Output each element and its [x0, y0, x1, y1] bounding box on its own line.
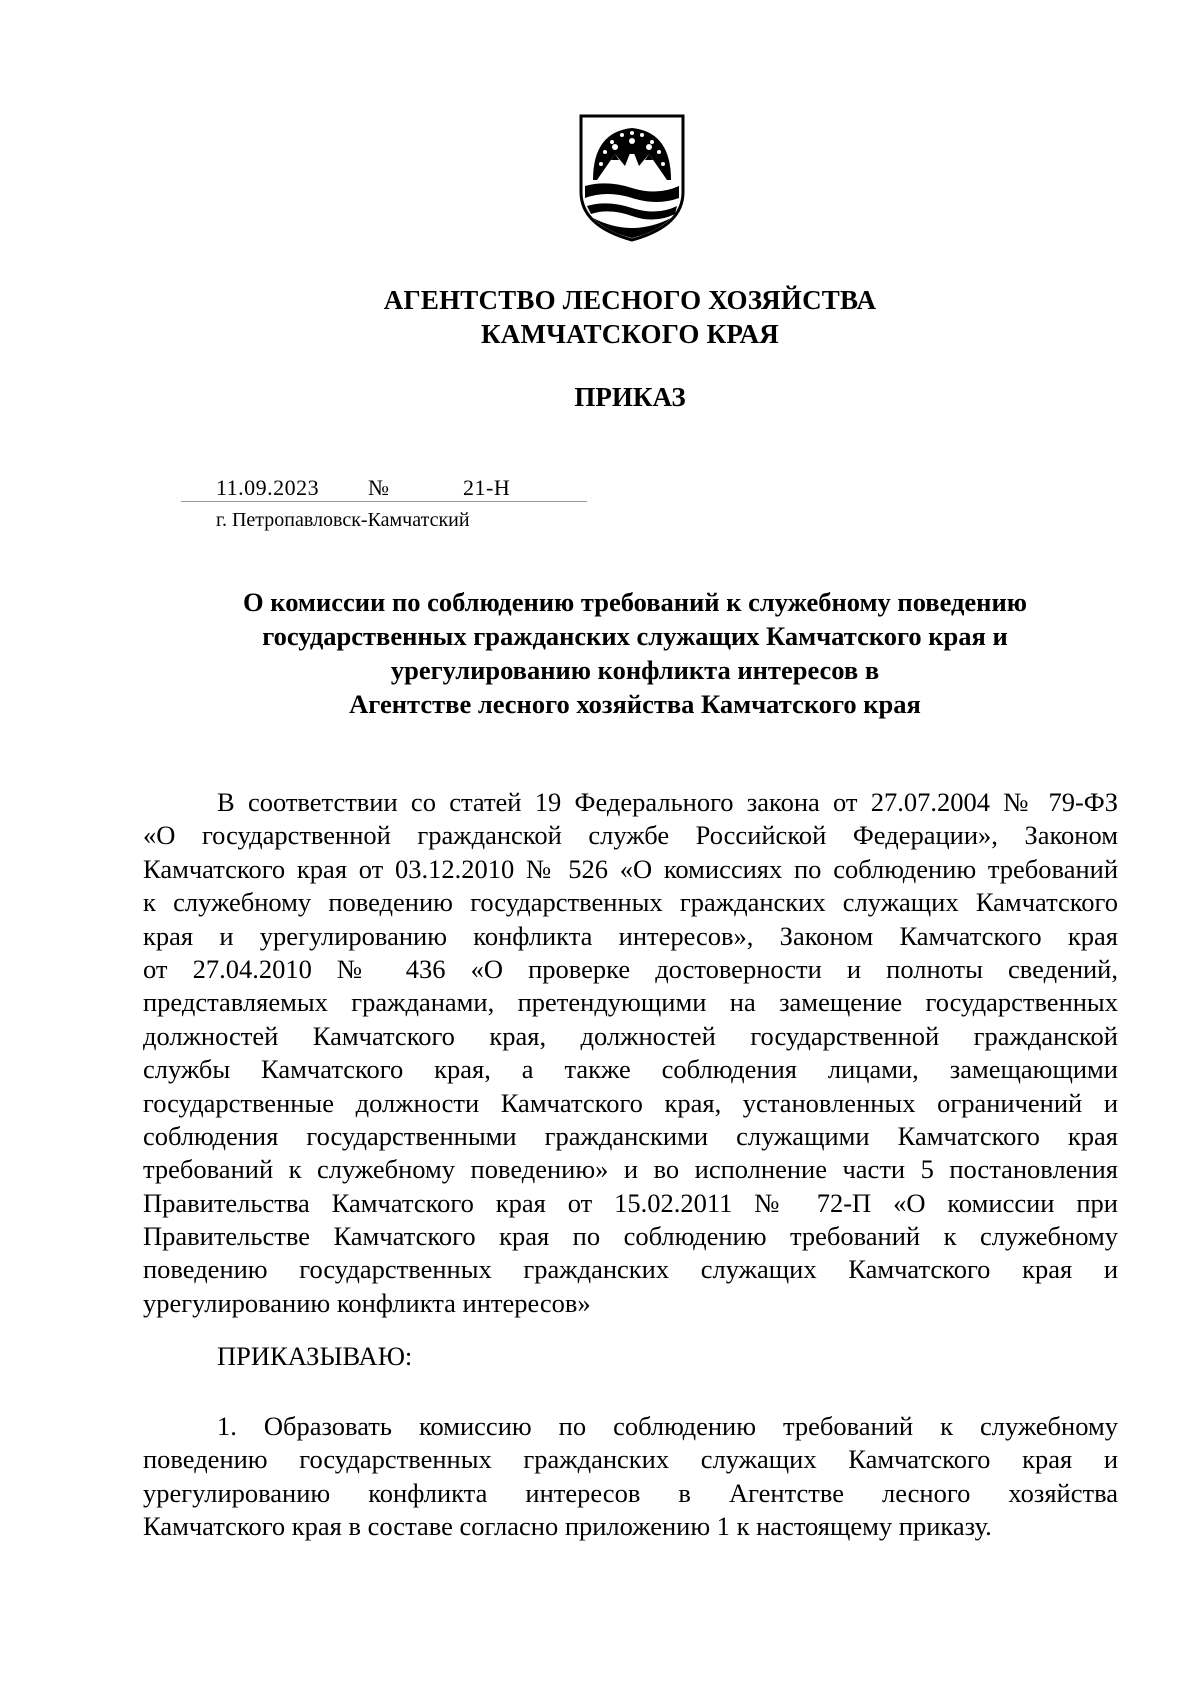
subject-line: государственных гражданских служащих Камчатского края и	[262, 621, 1008, 651]
paragraph-line: соблюдения государственными гражданскими служащими Камчатского края	[143, 1120, 1118, 1151]
paragraph-line: урегулированию конфликта интересов в Агентстве лесного хозяйства	[143, 1477, 1118, 1508]
paragraph-line: Камчатского края от 03.12.2010 № 526 «О комиссиях по соблюдению требований	[143, 853, 1118, 884]
document-type-title: ПРИКАЗ	[574, 382, 686, 412]
paragraph-line: В соответствии со статей 19 Федерального закона от 27.07.2004 № 79-ФЗ	[217, 787, 1118, 817]
paragraph-line: урегулированию конфликта интересов»	[143, 1287, 591, 1318]
paragraph-line: «О государственной гражданской службе Российской Федерации», Законом	[143, 820, 1118, 851]
subject-line: урегулированию конфликта интересов в	[390, 655, 880, 685]
paragraph-line: к служебному поведению государственных гражданских служащих Камчатского	[143, 887, 1118, 918]
paragraph-line: Правительстве Камчатского края по соблюдению требований к служебному	[143, 1221, 1118, 1252]
paragraph-line: Правительства Камчатского края от 15.02.2011 № 72-П «О комиссии при	[143, 1187, 1118, 1218]
paragraph-line: поведению государственных гражданских служащих Камчатского края и	[143, 1444, 1118, 1475]
paragraph-line: поведению государственных гражданских служащих Камчатского края и	[143, 1254, 1118, 1285]
subject-line: О комиссии по соблюдению требований к служебному поведению	[243, 587, 1027, 617]
order-item-1	[143, 1410, 1118, 1544]
number-sign: №	[368, 475, 389, 500]
order-subject-heading	[140, 585, 1130, 721]
legal-basis-paragraph	[143, 786, 1118, 1320]
paragraph-line: должностей Камчатского края, должностей государственной гражданской	[143, 1020, 1118, 1051]
paragraph-line: требований к служебному поведению» и во исполнение части 5 постановления	[143, 1154, 1118, 1185]
paragraph-line: представляемых гражданами, претендующими на замещение государственных	[143, 987, 1118, 1018]
agency-name-line1: АГЕНТСТВО ЛЕСНОГО ХОЗЯЙСТВА	[383, 285, 877, 315]
date-number-underline	[181, 501, 587, 502]
subject-line: Агентстве лесного хозяйства Камчатского края	[349, 689, 921, 719]
order-date: 11.09.2023	[216, 475, 320, 500]
paragraph-line: от 27.04.2010 № 436 «О проверке достоверности и полноты сведений,	[143, 953, 1118, 984]
paragraph-line: службы Камчатского края, а также соблюдения лицами, замещающими	[143, 1054, 1118, 1085]
paragraph-line: края и урегулированию конфликта интересов», Законом Камчатского края	[143, 920, 1118, 951]
order-directive-word: ПРИКАЗЫВАЮ:	[217, 1341, 413, 1371]
issue-city: г. Петропавловск-Камчатский	[216, 509, 470, 531]
kamchatka-coat-of-arms-emblem	[577, 114, 687, 242]
order-number: 21-Н	[463, 475, 511, 500]
paragraph-line: Камчатского края в составе согласно приложению 1 к настоящему приказу.	[143, 1511, 992, 1542]
agency-name-line2: КАМЧАТСКОГО КРАЯ	[481, 319, 779, 349]
paragraph-line: государственные должности Камчатского края, установленных ограничений и	[143, 1087, 1118, 1118]
paragraph-line: 1. Образовать комиссию по соблюдению требований к служебному	[217, 1411, 1118, 1441]
